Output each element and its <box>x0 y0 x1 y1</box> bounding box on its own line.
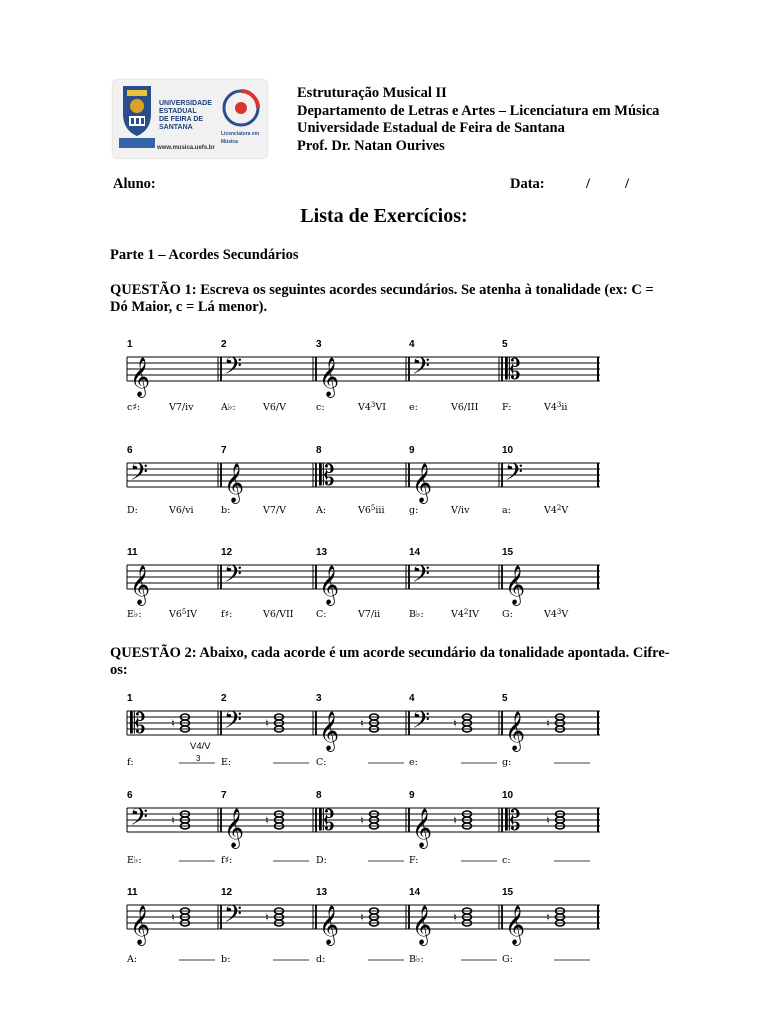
measure-number: 14 <box>409 887 421 898</box>
chord-symbol: V6/III <box>451 402 479 413</box>
measure-number: 12 <box>221 887 233 898</box>
key-label: G: <box>502 609 513 620</box>
measure-number: 4 <box>409 339 415 350</box>
chord-symbol: $V6^5IV$ <box>169 608 197 620</box>
treble-clef-icon: 𝄞 <box>224 463 245 503</box>
key-label: b: <box>221 954 231 965</box>
key-label: e: <box>409 402 418 413</box>
alto-clef-icon: 𝄡 <box>319 459 335 492</box>
bass-clef-icon: 𝄢 <box>224 706 243 739</box>
treble-clef-icon: 𝄞 <box>505 565 526 605</box>
key-label: C: <box>316 757 327 768</box>
measure-number: 10 <box>502 790 514 801</box>
logo-url: www.musica.uefs.br <box>157 145 215 151</box>
measure-number: 5 <box>502 339 508 350</box>
key-label: f: <box>127 757 134 768</box>
treble-clef-icon: 𝄞 <box>130 357 151 397</box>
key-label: B♭: <box>409 609 424 620</box>
chord-symbol: $V4^3VI$ <box>358 401 386 413</box>
treble-clef-icon: 𝄞 <box>130 905 151 945</box>
key-label: D: <box>316 855 327 866</box>
chord-symbol: $V4^3V$ <box>544 608 569 620</box>
key-label: C: <box>316 609 327 620</box>
accidental-icon: ♮ <box>360 911 364 924</box>
key-label: E: <box>221 757 232 768</box>
treble-clef-icon: 𝄞 <box>505 905 526 945</box>
chord-symbol: V7/ii <box>358 609 381 620</box>
measure-number: 7 <box>221 445 227 456</box>
bass-clef-icon: 𝄢 <box>412 560 431 593</box>
measure-number: 10 <box>502 445 514 456</box>
measure-number: 9 <box>409 790 415 801</box>
key-label: d: <box>316 954 326 965</box>
example-answer: V4/V <box>190 741 211 752</box>
key-label: a: <box>502 505 511 516</box>
treble-clef-icon: 𝄞 <box>412 808 433 848</box>
key-label: c: <box>502 855 511 866</box>
bass-clef-icon: 𝄢 <box>224 900 243 933</box>
accidental-icon: ♮ <box>453 911 457 924</box>
treble-clef-icon: 𝄞 <box>319 711 340 751</box>
chord-symbol: $V4^2V$ <box>544 504 569 516</box>
accidental-icon: ♮ <box>360 717 364 730</box>
bass-clef-icon: 𝄢 <box>130 458 149 491</box>
chord-symbol: V6/VII <box>263 609 294 620</box>
measure-number: 14 <box>409 547 421 558</box>
key-label: c♯: <box>127 402 141 413</box>
treble-clef-icon: 𝄞 <box>319 565 340 605</box>
key-label: A: <box>127 954 138 965</box>
key-label: g: <box>502 757 512 768</box>
bass-clef-icon: 𝄢 <box>224 352 243 385</box>
question-1-text: QUESTÃO 1: Escreva os seguintes acordes secundários. Se atenha à tonalidade (ex: C = Dó Maior, c = Lá menor). <box>110 282 654 315</box>
accidental-icon: ♮ <box>360 814 364 827</box>
question-2-text: QUESTÃO 2: Abaixo, cada acorde é um acorde secundário da tonalidade apontada. Cifre-os: <box>110 645 670 678</box>
university-name: Universidade Estadual de Feira de Santana <box>297 120 565 136</box>
logo-univ-line: UNIVERSIDADE <box>159 100 212 107</box>
measure-number: 15 <box>502 887 514 898</box>
chord-symbol: V7/iv <box>169 402 194 413</box>
measure-number: 9 <box>409 445 415 456</box>
measure-number: 7 <box>221 790 227 801</box>
alto-clef-icon: 𝄡 <box>319 804 335 837</box>
measure-number: 11 <box>127 887 138 898</box>
key-label: F: <box>502 402 512 413</box>
key-label: G: <box>502 954 513 965</box>
accidental-icon: ♮ <box>453 717 457 730</box>
accidental-icon: ♮ <box>171 814 175 827</box>
treble-clef-icon: 𝄞 <box>319 357 340 397</box>
alto-clef-icon: 𝄡 <box>505 353 521 386</box>
bass-clef-icon: 𝄢 <box>412 352 431 385</box>
logo-univ-line: DE FEIRA DE <box>159 116 204 123</box>
accidental-icon: ♮ <box>546 911 550 924</box>
treble-clef-icon: 𝄞 <box>130 565 151 605</box>
chord-symbol: $V4^3ii$ <box>544 401 568 413</box>
treble-clef-icon: 𝄞 <box>505 711 526 751</box>
key-label: D: <box>127 505 138 516</box>
accidental-icon: ♮ <box>171 911 175 924</box>
key-label: A♭: <box>221 402 236 413</box>
key-label: e: <box>409 757 418 768</box>
measure-number: 6 <box>127 790 133 801</box>
chord-symbol: $V6^5iii$ <box>358 504 385 516</box>
part-heading: Parte 1 – Acordes Secundários <box>110 247 299 263</box>
logo-univ-line: SANTANA <box>159 124 193 131</box>
treble-clef-icon: 𝄞 <box>224 808 245 848</box>
accidental-icon: ♮ <box>546 717 550 730</box>
measure-number: 5 <box>502 693 508 704</box>
accidental-icon: ♮ <box>171 717 175 730</box>
key-label: g: <box>409 505 419 516</box>
alto-clef-icon: 𝄡 <box>505 804 521 837</box>
measure-number: 13 <box>316 887 328 898</box>
page-title: Lista de Exercícios: <box>300 205 468 227</box>
key-label: E♭: <box>127 609 142 620</box>
treble-clef-icon: 𝄞 <box>412 905 433 945</box>
chord-symbol: $V4^2IV$ <box>451 608 479 620</box>
date-separator: / <box>625 176 630 192</box>
date-label: Data: <box>510 176 545 192</box>
logo-course: Licenciatura em Música <box>221 131 260 145</box>
key-label: f♯: <box>221 609 233 620</box>
measure-number: 8 <box>316 445 322 456</box>
department-name: Departamento de Letras e Artes – Licenciatura em Música <box>297 102 660 119</box>
key-label: c: <box>316 402 325 413</box>
measure-number: 4 <box>409 693 415 704</box>
alto-clef-icon: 𝄡 <box>130 707 146 740</box>
chord-symbol: V/iv <box>451 505 470 516</box>
key-label: A: <box>316 505 327 516</box>
measure-number: 2 <box>221 339 227 350</box>
measure-number: 2 <box>221 693 227 704</box>
key-label: b: <box>221 505 231 516</box>
measure-number: 11 <box>127 547 138 558</box>
accidental-icon: ♮ <box>265 717 269 730</box>
accidental-icon: ♮ <box>265 911 269 924</box>
example-answer-figure: 3 <box>196 754 201 763</box>
accidental-icon: ♮ <box>453 814 457 827</box>
measure-number: 12 <box>221 547 233 558</box>
measure-number: 15 <box>502 547 514 558</box>
key-label: f♯: <box>221 855 233 866</box>
measure-number: 6 <box>127 445 133 456</box>
chord-symbol: V6/vi <box>169 505 194 516</box>
bass-clef-icon: 𝄢 <box>224 560 243 593</box>
measure-number: 13 <box>316 547 328 558</box>
chord-symbol: V6/V <box>263 402 286 413</box>
measure-number: 8 <box>316 790 322 801</box>
chord-symbol: V7/V <box>263 505 286 516</box>
measure-number: 3 <box>316 339 322 350</box>
key-label: B♭: <box>409 954 424 965</box>
logo-univ-line: ESTADUAL <box>159 108 197 115</box>
bass-clef-icon: 𝄢 <box>412 706 431 739</box>
measure-number: 1 <box>127 693 133 704</box>
accidental-icon: ♮ <box>265 814 269 827</box>
date-separator: / <box>586 176 591 192</box>
course-name: Estruturação Musical II <box>297 85 447 101</box>
professor-name: Prof. Dr. Natan Ourives <box>297 137 445 154</box>
student-label: Aluno: <box>113 176 156 192</box>
key-label: E♭: <box>127 855 142 866</box>
measure-number: 3 <box>316 693 322 704</box>
measure-number: 1 <box>127 339 133 350</box>
treble-clef-icon: 𝄞 <box>319 905 340 945</box>
key-label: F: <box>409 855 419 866</box>
bass-clef-icon: 𝄢 <box>505 458 524 491</box>
accidental-icon: ♮ <box>546 814 550 827</box>
treble-clef-icon: 𝄞 <box>412 463 433 503</box>
bass-clef-icon: 𝄢 <box>130 803 149 836</box>
